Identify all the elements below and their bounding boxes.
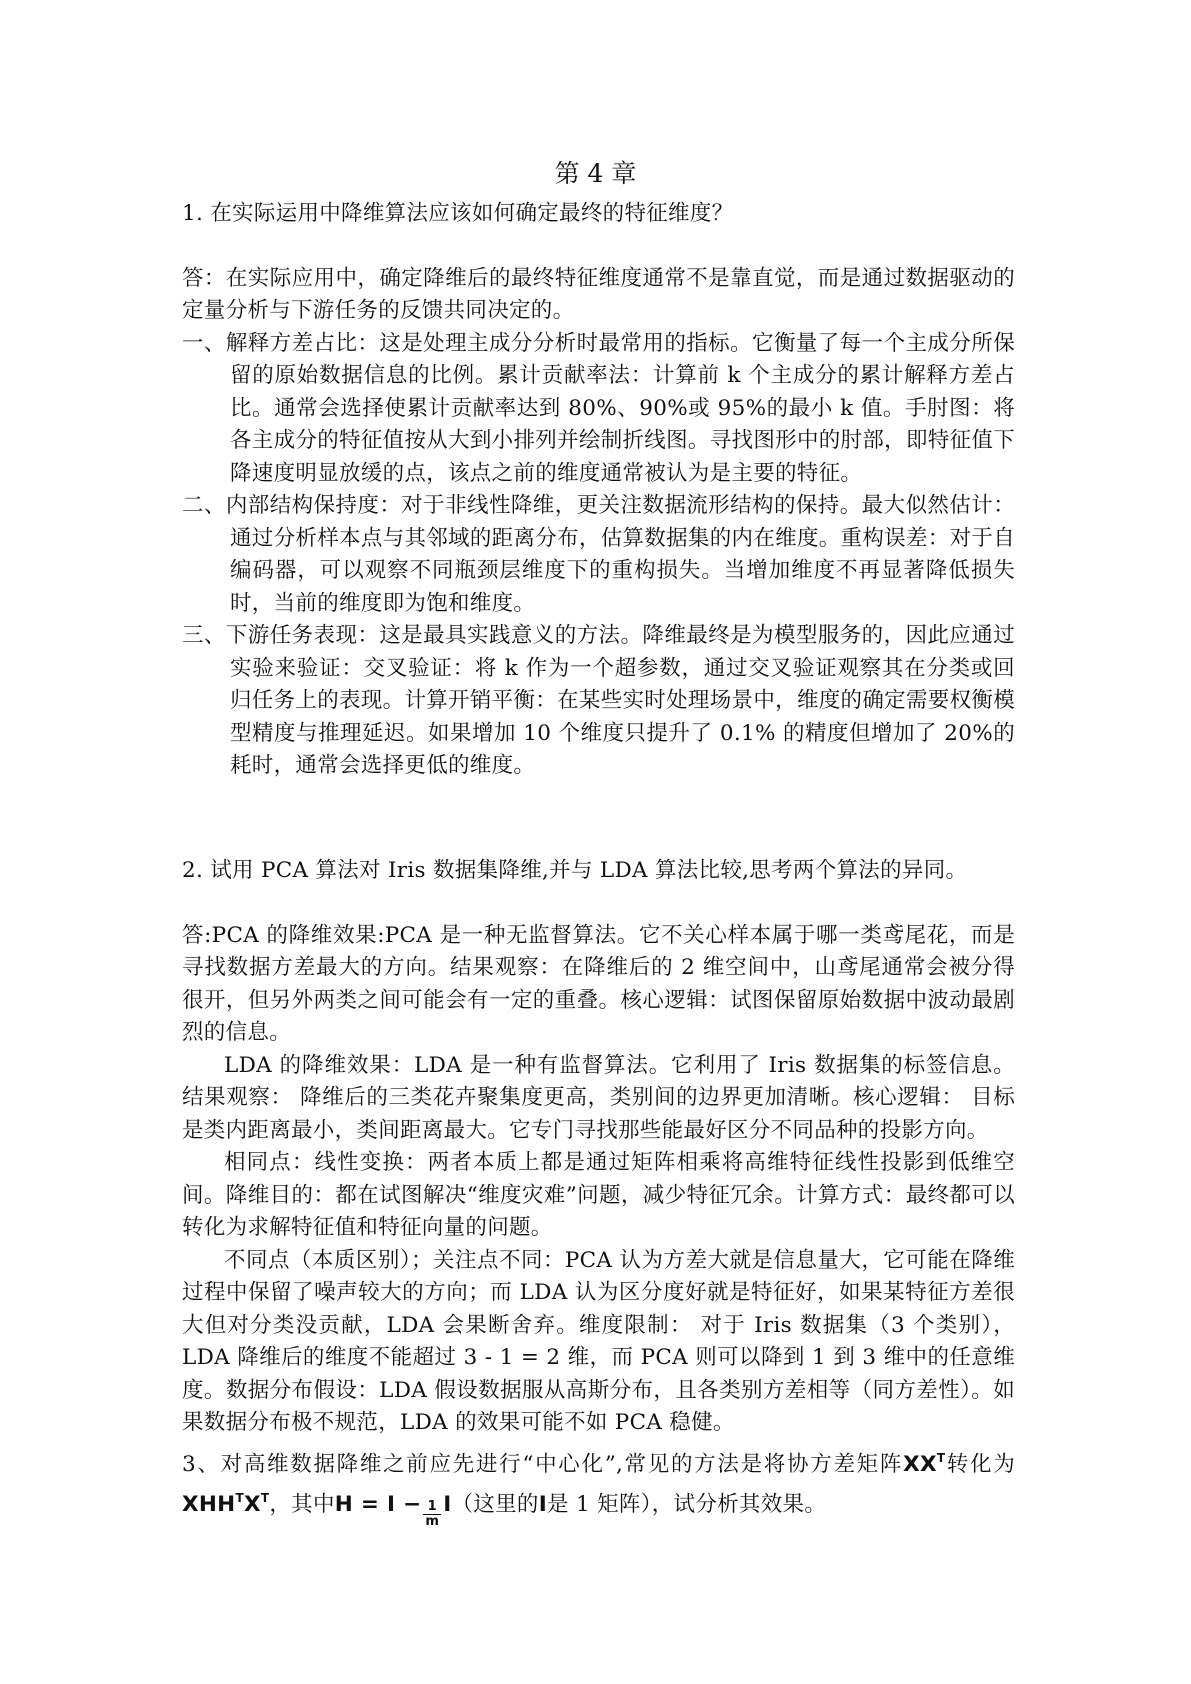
matrix-i-2: I	[538, 1492, 548, 1517]
matrix-xx: XX	[903, 1452, 937, 1477]
answer-1-intro: 答：在实际应用中，确定降维后的最终特征维度通常不是靠直觉，而是通过数据驱动的定量分析与下游任务的反馈共同决定的。	[182, 265, 1015, 323]
matrix-h-equation: H = I −	[334, 1492, 422, 1517]
fraction-one-over-m	[423, 1500, 441, 1529]
question-1-section	[182, 198, 1015, 783]
transpose-mark-3: T	[260, 1491, 270, 1505]
question-3-text-a: 3、对高维数据降维之前应先进行“中心化”,常见的方法是将协方差矩阵	[182, 1452, 904, 1477]
question-3-text-e: 是 1 矩阵），试分析其效果。	[547, 1492, 827, 1517]
answer-2-pca: 答:PCA 的降维效果:PCA 是一种无监督算法。它不关心样本属于哪一类鸢尾花，而是寻找数据方差最大的方向。结果观察：在降维后的 2 维空间中，山鸢尾通常会被分得很开，但另外两类之间可能会有一定的重叠。核心逻辑：试图保留原始数据中波动最剧烈的信息。	[182, 922, 1015, 1045]
question-3-text-d: （这里的	[451, 1492, 539, 1517]
question-1: 1. 在实际运用中降维算法应该如何确定最终的特征维度？	[182, 201, 734, 226]
fraction-numerator: 1	[423, 1500, 441, 1515]
transpose-mark-2: T	[235, 1491, 244, 1505]
question-2: 2. 试用 PCA 算法对 Iris 数据集降维,并与 LDA 算法比较,思考两个算法的异同。	[182, 858, 968, 883]
matrix-x: X	[243, 1492, 261, 1517]
question-3-text-b: 转化为	[945, 1452, 1015, 1477]
chapter-title: 第 4 章	[554, 159, 637, 188]
matrix-i: I	[443, 1492, 452, 1517]
answer-1-point-2: 二、内部结构保持度：对于非线性降维，更关注数据流形结构的保持。最大似然估计：通过分析样本点与其邻域的距离分布，估算数据集的内在维度。重构误差：对于自编码器，可以观察不同瓶颈层维度下的重构损失。当增加维度不再显著降低损失时，当前的维度即为饱和维度。	[182, 493, 1015, 616]
question-2-section	[182, 855, 1015, 1440]
answer-2-lda: LDA 的降维效果：LDA 是一种有监督算法。它利用了 Iris 数据集的标签信息。结果观察： 降维后的三类花卉聚集度更高，类别间的边界更加清晰。核心逻辑： 目标是类内距离最小，类间距离最大。它专门寻找那些能最好区分不同品种的投影方向。	[182, 1052, 1015, 1143]
answer-1-point-3: 三、下游任务表现：这是最具实践意义的方法。降维最终是为模型服务的，因此应通过实验来验证：交叉验证：将 k 作为一个超参数，通过交叉验证观察其在分类或回归任务上的表现。计算开销平衡：在某些实时处理场景中，维度的确定需要权衡模型精度与推理延迟。如果增加 10 个维度只提升了 0.1% 的精度但增加了 20%的耗时，通常会选择更低的维度。	[182, 623, 1015, 778]
answer-1-point-1: 一、解释方差占比：这是处理主成分分析时最常用的指标。它衡量了每一个主成分所保留的原始数据信息的比例。累计贡献率法：计算前 k 个主成分的累计解释方差占比。通常会选择使累计贡献率达到 80%、90%或 95%的最小 k 值。手肘图：将各主成分的特征值按从大到小排列并绘制折线图。寻找图形中的肘部，即特征值下降速度明显放缓的点，该点之前的维度通常被认为是主要的特征。	[182, 330, 1015, 486]
matrix-xhh: XHH	[182, 1492, 236, 1517]
question-3	[182, 1445, 1015, 1529]
question-3-section	[182, 1445, 1015, 1529]
answer-2-similarities: 相同点：线性变换：两者本质上都是通过矩阵相乘将高维特征线性投影到低维空间。降维目的：都在试图解决“维度灾难”问题，减少特征冗余。计算方式：最终都可以转化为求解特征值和特征向量的问题。	[182, 1150, 1015, 1240]
transpose-mark-1: T	[936, 1451, 946, 1465]
answer-2-differences: 不同点（本质区别）；关注点不同：PCA 认为方差大就是信息量大，它可能在降维过程中保留了噪声较大的方向；而 LDA 认为区分度好就是特征好，如果某特征方差很大但对分类没贡献，LDA 会果断舍弃。维度限制： 对于 Iris 数据集（3 个类别），LDA 降维后的维度不能超过 3 - 1 = 2 维，而 PCA 则可以降到 1 到 3 维中的任意维度。数据分布假设：LDA 假设数据服从高斯分布，且各类别方差相等（同方差性）。如果数据分布极不规范，LDA 的效果可能不如 PCA 稳健。	[182, 1247, 1015, 1435]
fraction-denominator: m	[425, 1514, 440, 1529]
question-3-text-c: ，其中	[269, 1492, 335, 1517]
